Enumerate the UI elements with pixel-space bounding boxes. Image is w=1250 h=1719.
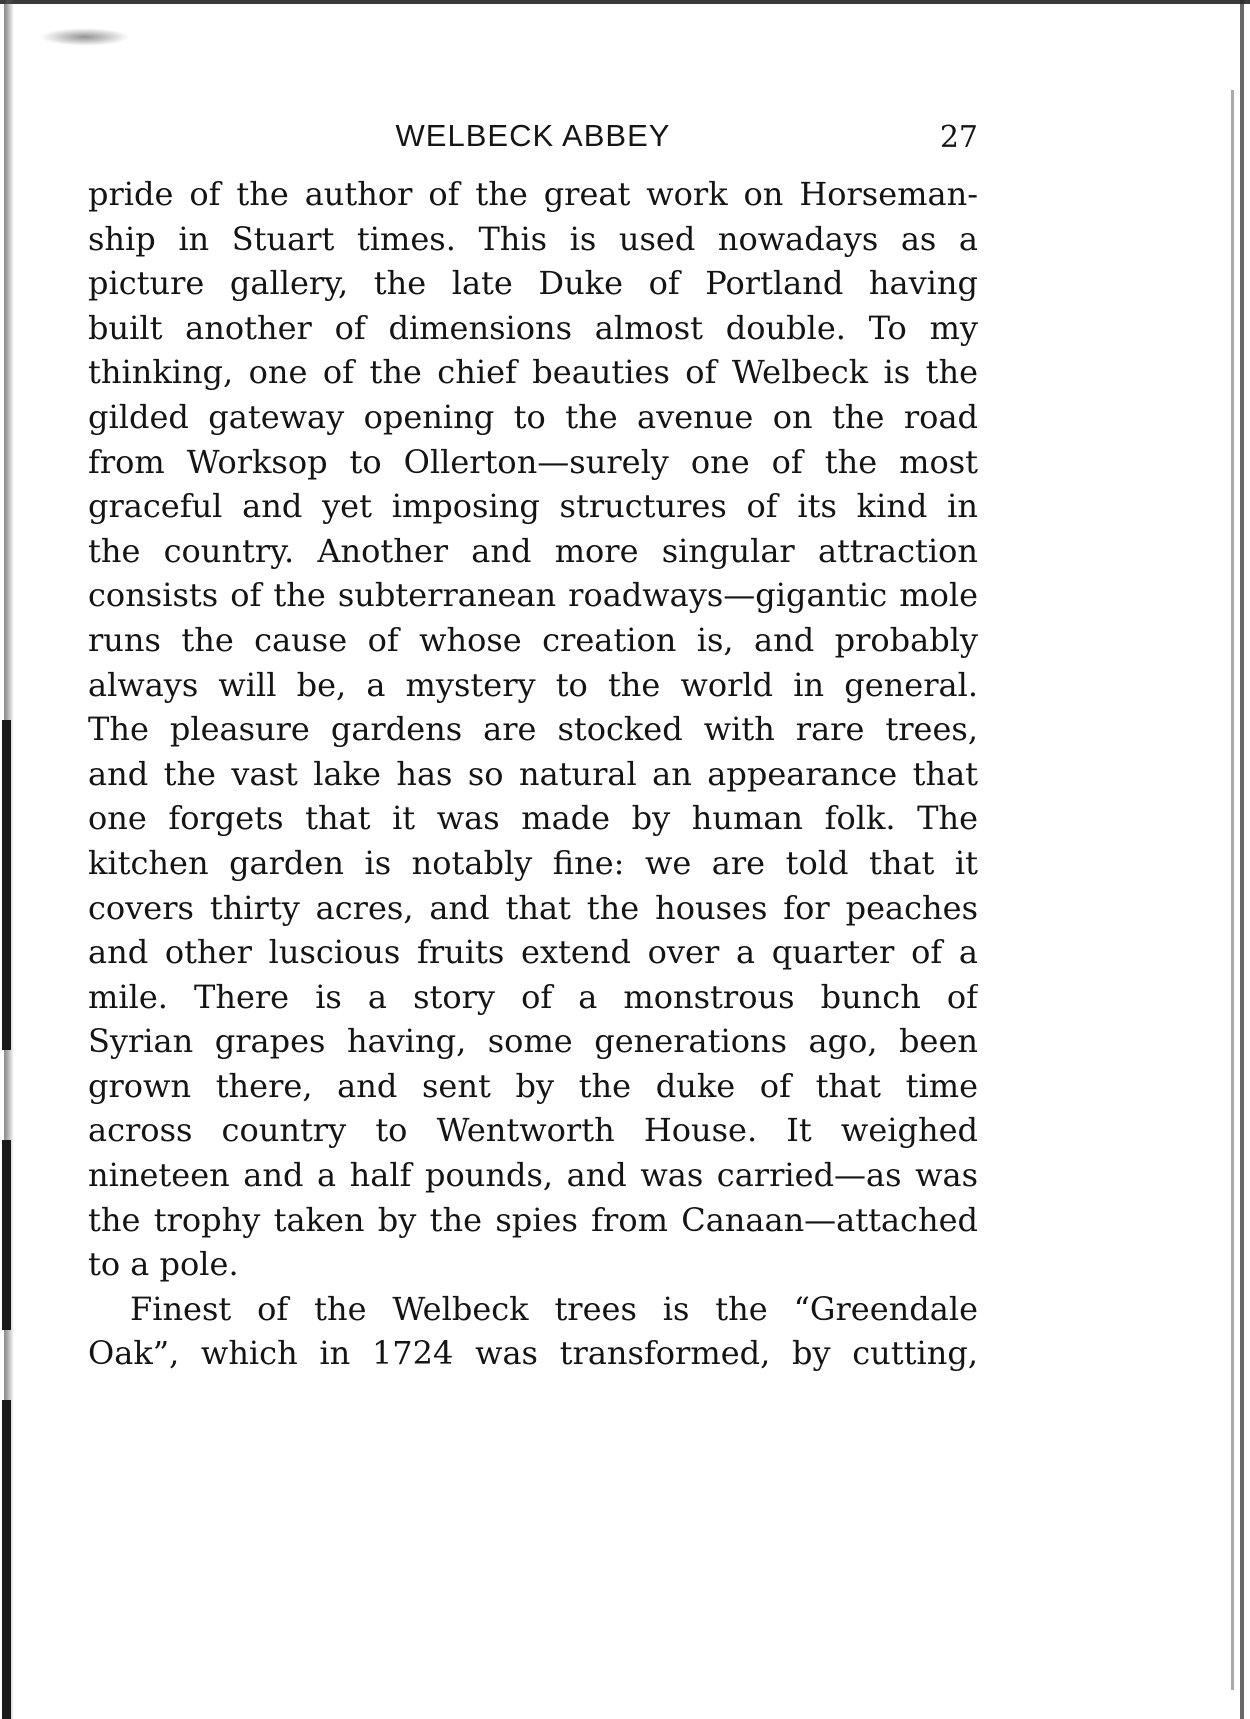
text-line: thinking, one of the chief beauties of Welbeck is the xyxy=(88,353,978,392)
text-line: from Worksop to Ollerton—surely one of the most xyxy=(88,442,978,481)
text-line: kitchen garden is notably fine: we are told that it xyxy=(88,843,978,882)
text-line: gilded gateway opening to the avenue on the road xyxy=(88,397,978,436)
text-line: across country to Wentworth House. It weighed xyxy=(88,1111,978,1150)
text-line: ship in Stuart times. This is used nowadays as a xyxy=(88,219,978,258)
text-line: and other luscious fruits extend over a quarter of a xyxy=(88,933,978,972)
text-line: always will be, a mystery to the world in general. xyxy=(88,665,978,704)
text-line: pride of the author of the great work on Horseman- xyxy=(88,175,978,213)
text-line: picture gallery, the late Duke of Portland having xyxy=(88,264,978,303)
text-line: The pleasure gardens are stocked with rare trees, xyxy=(88,710,978,749)
scan-shadow-left xyxy=(2,1140,11,1330)
text-line: built another of dimensions almost double. To my xyxy=(88,308,978,347)
paragraph xyxy=(88,172,978,1287)
text-line: covers thirty acres, and that the houses for peaches xyxy=(88,888,978,927)
text-line: mile. There is a story of a monstrous bunch of xyxy=(88,977,978,1016)
running-header xyxy=(88,118,978,168)
text-line: the trophy taken by the spies from Canaan—attached xyxy=(88,1200,978,1239)
ink-smudge xyxy=(40,28,130,46)
text-line: the country. Another and more singular attraction xyxy=(88,531,978,570)
text-line: consists of the subterranean roadways—gigantic mole xyxy=(88,576,978,615)
text-line: to a pole. xyxy=(88,1245,239,1284)
body-text xyxy=(88,172,978,1376)
scan-shadow-left xyxy=(2,1400,11,1719)
text-line: grown there, and sent by the duke of that time xyxy=(88,1066,978,1105)
text-line: Finest of the Welbeck trees is the “Greendale xyxy=(130,1289,978,1328)
text-line: Oak”, which in 1724 was transformed, by cutting, xyxy=(88,1334,978,1373)
scan-edge-top xyxy=(0,0,1250,4)
text-line: runs the cause of whose creation is, and probably xyxy=(88,620,978,659)
running-head-title: WELBECK ABBEY xyxy=(395,118,671,153)
text-line: nineteen and a half pounds, and was carried—as was xyxy=(88,1156,978,1195)
page-number: 27 xyxy=(939,120,978,155)
scan-shadow-left xyxy=(2,720,11,1050)
paragraph xyxy=(88,1287,978,1376)
text-line: graceful and yet imposing structures of its kind in xyxy=(88,487,978,526)
scan-edge-right-inner xyxy=(1231,90,1234,1690)
text-line: one forgets that it was made by human folk. The xyxy=(88,799,978,838)
text-line: Syrian grapes having, some generations ago, been xyxy=(88,1022,978,1061)
text-line: and the vast lake has so natural an appearance that xyxy=(88,754,978,793)
scan-edge-right xyxy=(1240,0,1244,1719)
